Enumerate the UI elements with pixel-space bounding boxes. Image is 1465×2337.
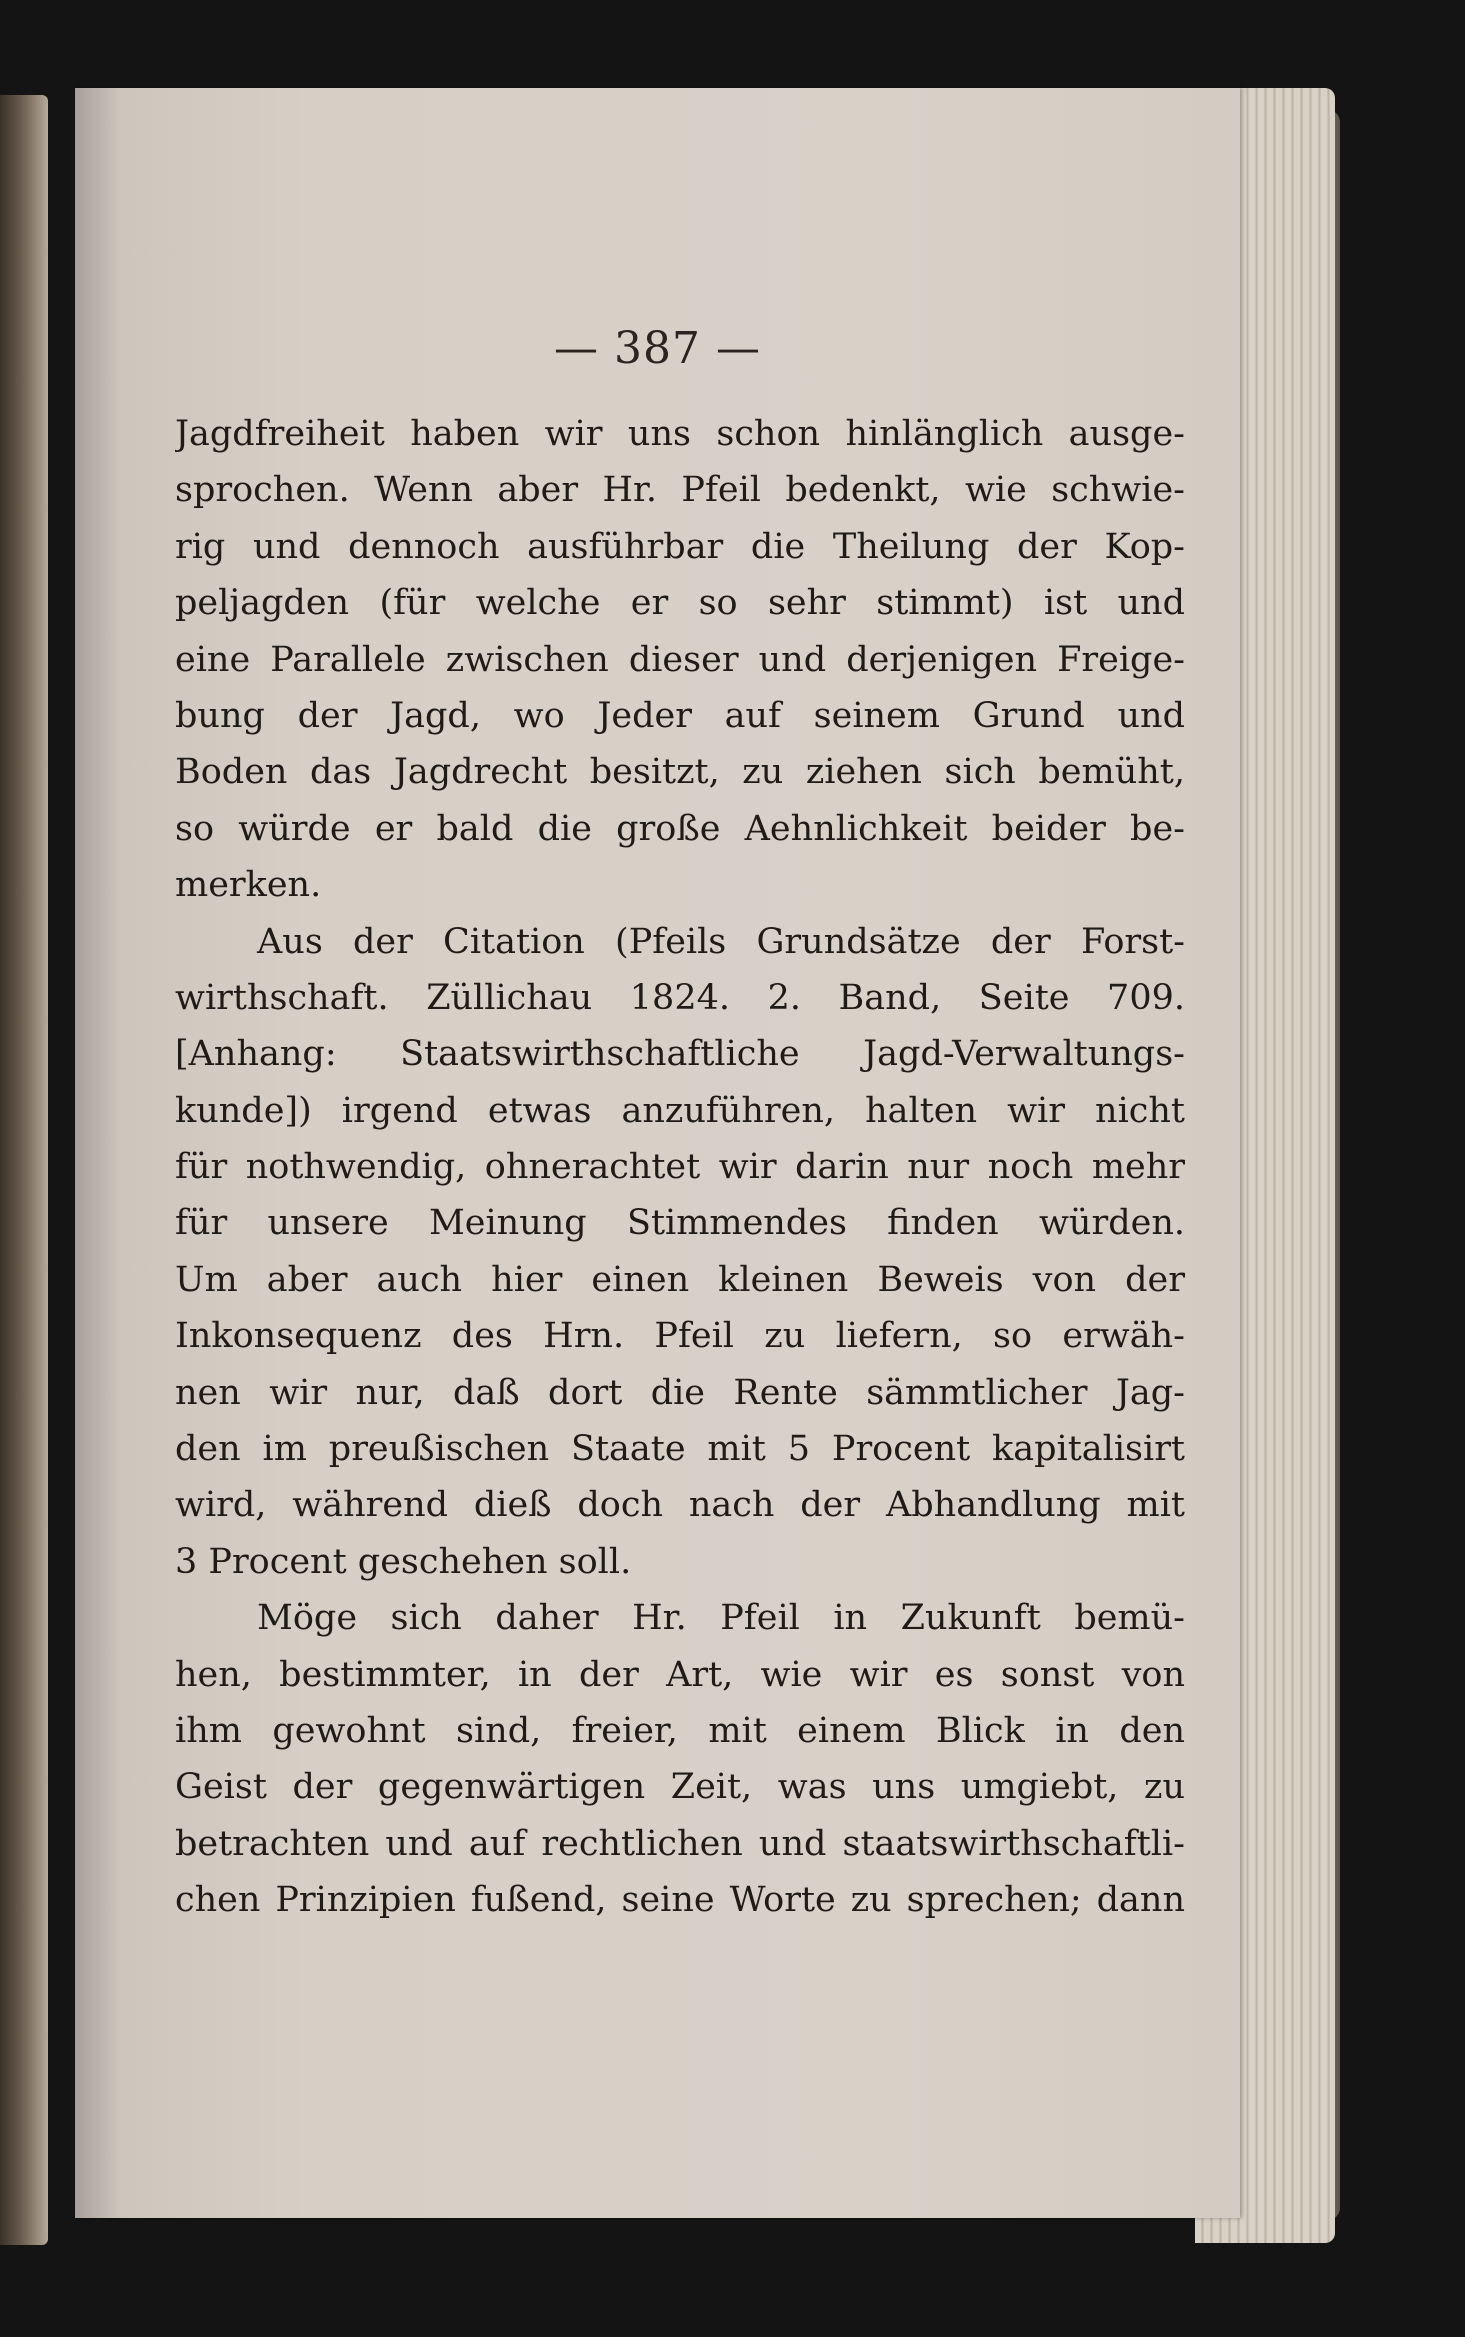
book-page xyxy=(75,88,1240,2218)
page-number: — 387 — xyxy=(554,322,761,374)
text-line: kunde]) irgend etwas anzuführen, halten wir nicht xyxy=(175,1090,1185,1131)
text-line: betrachten und auf rechtlichen und staatswirthschaftli- xyxy=(175,1823,1185,1864)
text-line: wirthschaft. Züllichau 1824. 2. Band, Seite 709. xyxy=(175,977,1185,1018)
text-line: Jagdfreiheit haben wir uns schon hinlänglich ausge- xyxy=(175,414,1185,454)
body-text xyxy=(175,406,1185,1929)
text-line: sprochen. Wenn aber Hr. Pfeil bedenkt, wie schwie- xyxy=(175,470,1185,511)
text-line: wird, während dieß doch nach der Abhandlung mit xyxy=(175,1485,1185,1526)
text-line: [Anhang: Staatswirthschaftliche Jagd-Verwaltungs- xyxy=(175,1034,1185,1075)
text-line: Um aber auch hier einen kleinen Beweis von der xyxy=(175,1259,1185,1300)
text-line: Boden das Jagdrecht besitzt, zu ziehen sich bemüht, xyxy=(175,752,1185,793)
text-line: peljagden (für welche er so sehr stimmt) ist und xyxy=(175,583,1185,624)
text-line: merken. xyxy=(175,865,322,906)
text-line: ihm gewohnt sind, freier, mit einem Blick in den xyxy=(175,1710,1185,1751)
text-line: 3 Procent geschehen soll. xyxy=(175,1541,632,1582)
text-line: rig und dennoch ausführbar die Theilung der Kop- xyxy=(175,526,1185,567)
text-line: Geist der gegenwärtigen Zeit, was uns umgiebt, zu xyxy=(175,1767,1185,1808)
text-line: für nothwendig, ohnerachtet wir darin nur noch mehr xyxy=(175,1147,1185,1188)
left-page-edge xyxy=(0,95,48,2245)
text-line: den im preußischen Staate mit 5 Procent kapitalisirt xyxy=(175,1429,1185,1470)
text-line: chen Prinzipien fußend, seine Worte zu sprechen; dann xyxy=(175,1880,1185,1921)
text-line: Inkonsequenz des Hrn. Pfeil zu liefern, so erwäh- xyxy=(175,1316,1185,1357)
text-line: so würde er bald die große Aehnlichkeit beider be- xyxy=(175,808,1185,849)
text-line: für unsere Meinung Stimmendes finden würden. xyxy=(175,1203,1185,1244)
text-line: bung der Jagd, wo Jeder auf seinem Grund und xyxy=(175,695,1185,736)
page-header xyxy=(75,313,1240,383)
text-line: Aus der Citation (Pfeils Grundsätze der Forst- xyxy=(257,921,1185,962)
text-line: Möge sich daher Hr. Pfeil in Zukunft bemü- xyxy=(257,1598,1185,1639)
text-line: hen, bestimmter, in der Art, wie wir es sonst von xyxy=(175,1654,1185,1695)
text-line: nen wir nur, daß dort die Rente sämmtlicher Jag- xyxy=(175,1372,1185,1413)
text-line: eine Parallele zwischen dieser und derjenigen Freige- xyxy=(175,639,1185,680)
